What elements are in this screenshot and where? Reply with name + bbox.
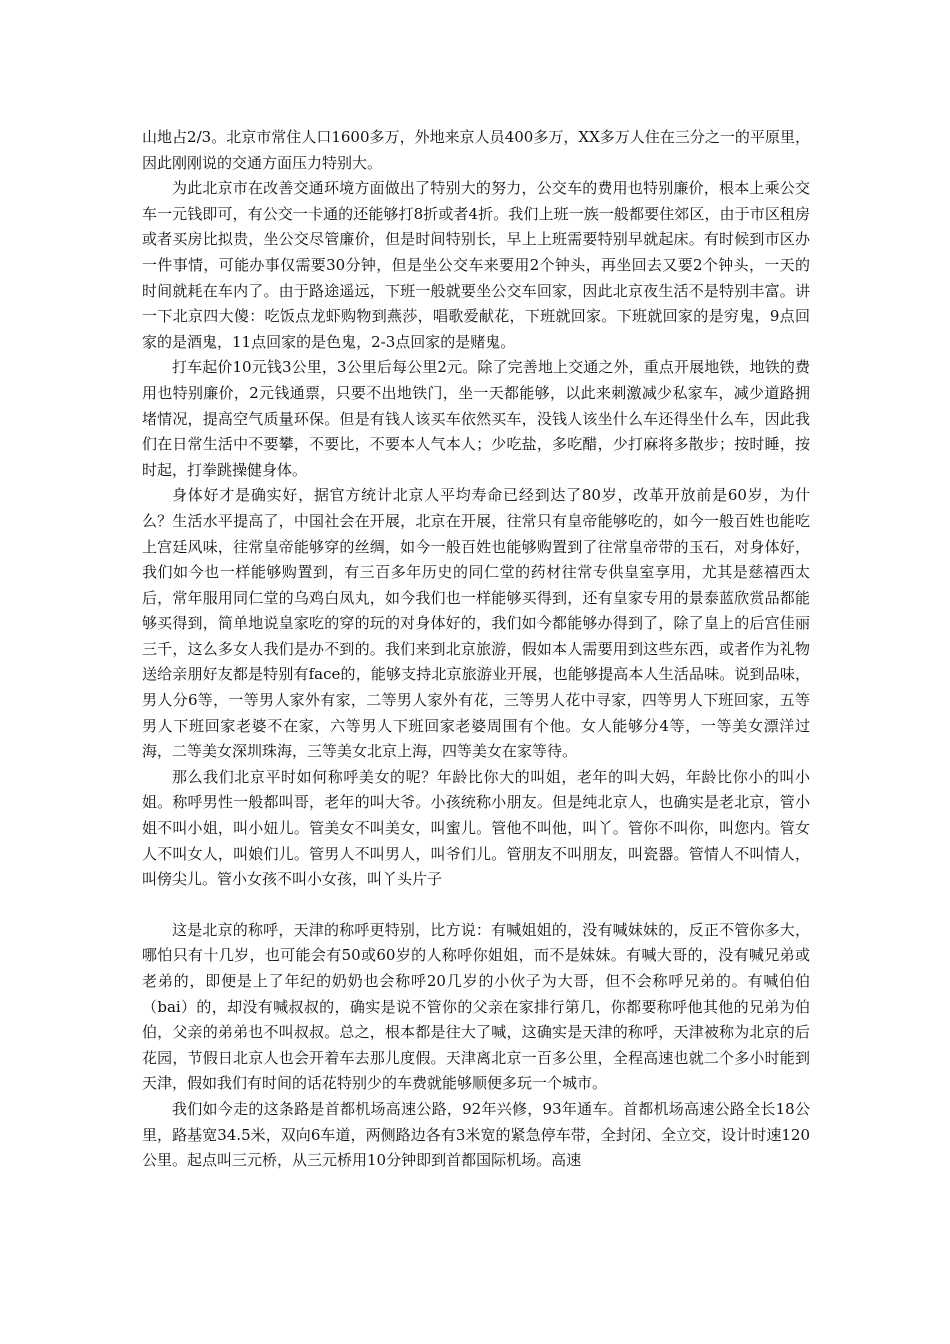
paragraph-4: 身体好才是确实好，据官方统计北京人平均寿命已经到达了80岁，改革开放前是60岁，为什么？生活水平提高了，中国社会在开展，北京在开展，往常只有皇帝能够吃的，如今一般百姓也能吃上宫廷风味，往常皇帝能够穿的丝绸，如今一般百姓也能够购置到了往常皇帝带的玉石，对身体好，我们如今也一样能够购置到，有三百多年历史的同仁堂的药材往常专供皇室享用，尤其是慈禧西太后，常年服用同仁堂的乌鸡白凤丸，如今我们也一样能够买得到，还有皇家专用的景泰蓝欣赏品都能够买得到，简单地说皇家吃的穿的玩的对身体好的，我们如今都能够办得到了，除了皇上的后宫佳丽三千，这么多女人我们是办不到的。我们来到北京旅游，假如本人需要用到这些东西，或者作为礼物送给亲朋好友都是特别有face的，能够支持北京旅游业开展，也能够提高本人生活品味。说到品味，男人分6等，一等男人家外有家，二等男人家外有花，三等男人花中寻家，四等男人下班回家，五等男人下班回家老婆不在家，六等男人下班回家老婆周围有个他。女人能够分4等，一等美女漂洋过海，二等美女深圳珠海，三等美女北京上海，四等美女在家等待。	[142, 486, 810, 761]
paragraph-gap	[142, 893, 810, 918]
paragraph-2: 为此北京市在改善交通环境方面做出了特别大的努力，公交车的费用也特别廉价，根本上乘公交车一元钱即可，有公交一卡通的还能够打8折或者4折。我们上班一族一般都要住郊区，由于市区租房或者买房比拟贵，坐公交尽管廉价，但是时间特别长，早上上班需要特别早就起床。有时候到市区办一件事情，可能办事仅需要30分钟，但是坐公交车来要用2个钟头，再坐回去又要2个钟头，一天的时间就耗在车内了。由于路途遥远，下班一般就要坐公交车回家，因此北京夜生活不是特别丰富。讲一下北京四大傻：吃饭点龙虾购物到燕莎，唱歌爱献花，下班就回家。下班就回家的是穷鬼，9点回家的是酒鬼，11点回家的是色鬼，2-3点回家的是赌鬼。	[142, 179, 810, 351]
paragraph-5: 那么我们北京平时如何称呼美女的呢？年龄比你大的叫姐，老年的叫大妈，年龄比你小的叫小姐。称呼男性一般都叫哥，老年的叫大爷。小孩统称小朋友。但是纯北京人，也确实是老北京，管小姐不叫小姐，叫小妞儿。管美女不叫美女，叫蜜儿。管他不叫他，叫丫。管你不叫你，叫您内。管女人不叫女人，叫娘们儿。管男人不叫男人，叫爷们儿。管朋友不叫朋友，叫瓷器。管情人不叫情人，叫傍尖儿。管小女孩不叫小女孩，叫丫头片子	[142, 767, 810, 889]
paragraph-3: 打车起价10元钱3公里，3公里后每公里2元。除了完善地上交通之外，重点开展地铁，地铁的费用也特别廉价，2元钱通票，只要不出地铁门，坐一天都能够，以此来刺激减少私家车，减少道路拥堵情况，提高空气质量环保。但是有钱人该买车依然买车，没钱人该坐什么车还得坐什么车，因此我们在日常生活中不要攀，不要比，不要本人气本人；少吃盐，多吃醋，少打麻将多散步；按时睡，按时起，打拳跳操健身体。	[142, 358, 810, 479]
document-body	[142, 125, 810, 1174]
paragraph-1: 山地占2/3。北京市常住人口1600多万，外地来京人员400多万，XX多万人住在三分之一的平原里，因此刚刚说的交通方面压力特别大。	[142, 128, 810, 172]
paragraph-7: 我们如今走的这条路是首都机场高速公路，92年兴修，93年通车。首都机场高速公路全长18公里，路基宽34.5米，双向6车道，两侧路边各有3米宽的紧急停车带，全封闭、全立交，设计时速120公里。起点叫三元桥，从三元桥用10分钟即到首都国际机场。高速	[142, 1099, 810, 1170]
paragraph-6: 这是北京的称呼，天津的称呼更特别，比方说：有喊姐姐的，没有喊妹妹的，反正不管你多大，哪怕只有十几岁，也可能会有50或60岁的人称呼你姐姐，而不是妹妹。有喊大哥的，没有喊兄弟或老弟的，即便是上了年纪的奶奶也会称呼20几岁的小伙子为大哥，但不会称呼兄弟的。有喊伯伯（bai）的，却没有喊叔叔的，确实是说不管你的父亲在家排行第几，你都要称呼他其他的兄弟为伯伯，父亲的弟弟也不叫叔叔。总之，根本都是往大了喊，这确实是天津的称呼，天津被称为北京的后花园，节假日北京人也会开着车去那儿度假。天津离北京一百多公里，全程高速也就二个多小时能到天津，假如我们有时间的话花特别少的车费就能够顺便多玩一个城市。	[142, 920, 810, 1093]
